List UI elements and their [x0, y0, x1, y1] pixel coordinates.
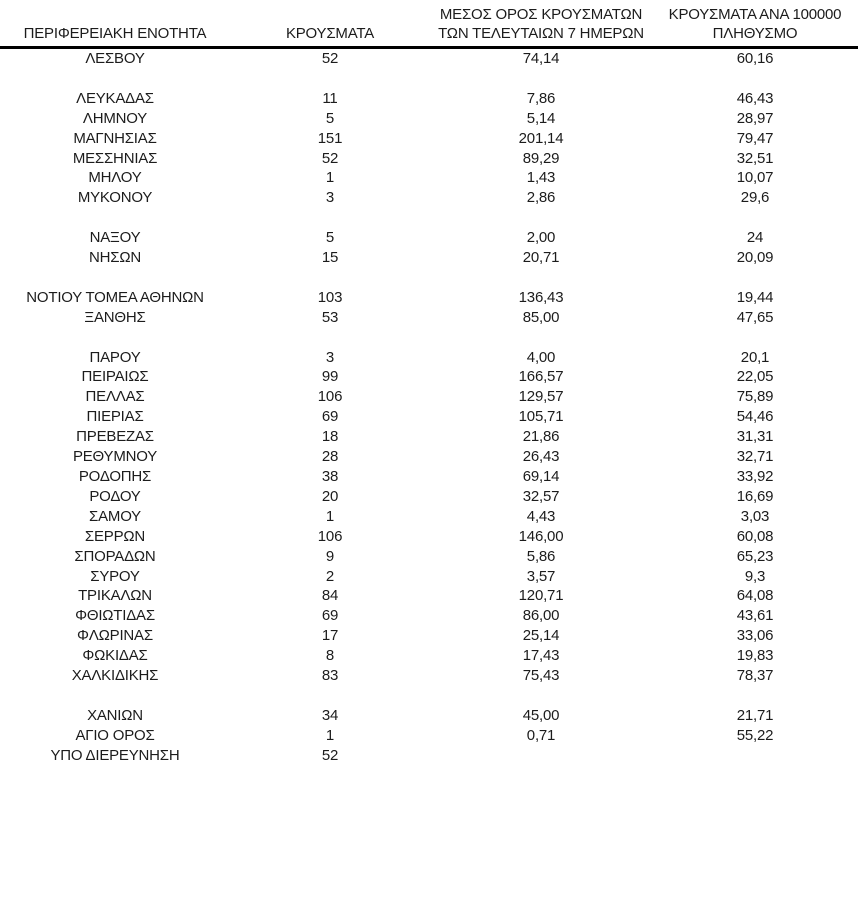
- table-row: [0, 507, 858, 527]
- cell-avg7days: 86,00: [522, 607, 560, 625]
- cell-per100k: 31,31: [736, 428, 774, 446]
- cell-per100k: 21,71: [736, 706, 774, 724]
- cell-cases: 8: [325, 647, 335, 665]
- cell-region: ΞΑΝΘΗΣ: [84, 308, 146, 326]
- cell-cases: 28: [321, 448, 339, 466]
- cell-region: ΡΟΔΟΠΗΣ: [78, 467, 152, 485]
- table-header: [0, 0, 858, 48]
- cell-per100k: 24: [746, 229, 764, 247]
- cell-avg7days: 20,71: [522, 249, 560, 267]
- table-row: [0, 646, 858, 666]
- table-row: [0, 527, 858, 547]
- cell-per100k: 9,3: [744, 567, 766, 585]
- table-row: [0, 407, 858, 427]
- cell-region: ΧΑΝΙΩΝ: [87, 706, 143, 724]
- table-body: [0, 48, 858, 766]
- cell-region: ΜΥΚΟΝΟΥ: [77, 189, 153, 207]
- cell-avg7days: 120,71: [518, 587, 564, 605]
- cell-region: ΜΑΓΝΗΣΙΑΣ: [73, 129, 157, 147]
- cell-region: ΠΡΕΒΕΖΑΣ: [76, 428, 154, 446]
- cell-cases: 69: [321, 408, 339, 426]
- table-row: [0, 89, 858, 109]
- cell-cases: 53: [321, 308, 339, 326]
- cell-per100k: 43,61: [736, 607, 774, 625]
- spacer-cell: [0, 69, 858, 89]
- cell-region: ΡΕΘΥΜΝΟΥ: [72, 448, 158, 466]
- cell-cases: 1: [325, 507, 335, 525]
- table-row: [0, 547, 858, 567]
- table-row: [0, 746, 858, 766]
- table-row: [0, 129, 858, 149]
- cell-avg7days: 2,86: [526, 189, 556, 207]
- cell-region: ΠΕΙΡΑΙΩΣ: [81, 368, 149, 386]
- cell-avg7days: 75,43: [522, 667, 560, 685]
- table-row: [0, 48, 858, 69]
- cell-avg7days: 129,57: [518, 388, 564, 406]
- cell-region: ΤΡΙΚΑΛΩΝ: [78, 587, 152, 605]
- table-row: [0, 367, 858, 387]
- table-row: [0, 626, 858, 646]
- cell-avg7days: 166,57: [518, 368, 564, 386]
- spacer-row: [0, 69, 858, 89]
- cell-per100k: 47,65: [736, 308, 774, 326]
- cell-cases: 1: [325, 726, 335, 744]
- cell-avg7days: 2,00: [526, 229, 556, 247]
- cell-cases: 5: [325, 109, 335, 127]
- col-header-avg7days: [430, 0, 652, 48]
- spacer-row: [0, 328, 858, 348]
- cell-per100k: 79,47: [736, 129, 774, 147]
- table-row: [0, 586, 858, 606]
- cell-per100k: 20,09: [736, 249, 774, 267]
- cell-avg7days: 32,57: [522, 487, 560, 505]
- spacer-cell: [0, 268, 858, 288]
- cell-region: ΛΗΜΝΟΥ: [82, 109, 148, 127]
- cell-per100k: 20,1: [740, 348, 770, 366]
- table-row: [0, 487, 858, 507]
- table-row: [0, 348, 858, 368]
- cell-per100k: 28,97: [736, 109, 774, 127]
- cell-region: ΦΘΙΩΤΙΔΑΣ: [75, 607, 155, 625]
- cell-region: ΛΕΣΒΟΥ: [85, 50, 145, 67]
- cell-per100k: 33,92: [736, 467, 774, 485]
- cell-region: ΥΠΟ ΔΙΕΡΕΥΝΗΣΗ: [50, 746, 180, 764]
- cell-cases: 17: [321, 627, 339, 645]
- cell-cases: 38: [321, 467, 339, 485]
- col-header-per100k: [652, 0, 858, 48]
- table-row: [0, 447, 858, 467]
- cell-per100k: 60,08: [736, 527, 774, 545]
- cell-per100k: 46,43: [736, 89, 774, 107]
- spacer-cell: [0, 686, 858, 706]
- cell-per100k: 32,71: [736, 448, 774, 466]
- cell-per100k: 33,06: [736, 627, 774, 645]
- cell-per100k: 32,51: [736, 149, 774, 167]
- cell-per100k: 29,6: [740, 189, 770, 207]
- spacer-cell: [0, 208, 858, 228]
- cell-per100k: 78,37: [736, 667, 774, 685]
- table-row: [0, 188, 858, 208]
- cell-per100k: [652, 746, 858, 766]
- cell-cases: 52: [321, 50, 339, 67]
- cell-avg7days: 17,43: [522, 647, 560, 665]
- cell-avg7days: 3,57: [526, 567, 556, 585]
- col-header-avg7days-line1: ΜΕΣΟΣ ΟΡΟΣ ΚΡΟΥΣΜΑΤΩΝ: [439, 6, 643, 23]
- cell-per100k: 64,08: [736, 587, 774, 605]
- col-header-avg7days-line2: ΤΩΝ ΤΕΛΕΥΤΑΙΩΝ 7 ΗΜΕΡΩΝ: [438, 25, 644, 42]
- col-header-cases-line2: ΚΡΟΥΣΜΑΤΑ: [285, 25, 375, 42]
- cell-avg7days: 5,86: [526, 547, 556, 565]
- cell-region: ΝΑΞΟΥ: [89, 229, 141, 247]
- cell-per100k: 16,69: [736, 487, 774, 505]
- cell-avg7days: 4,00: [526, 348, 556, 366]
- table-row: [0, 567, 858, 587]
- cell-cases: 18: [321, 428, 339, 446]
- cell-cases: 3: [325, 348, 335, 366]
- cell-per100k: 19,83: [736, 647, 774, 665]
- cell-avg7days: 5,14: [526, 109, 556, 127]
- cell-avg7days: 201,14: [518, 129, 564, 147]
- cell-cases: 52: [321, 149, 339, 167]
- cell-region: ΝΗΣΩΝ: [89, 249, 141, 267]
- table-row: [0, 109, 858, 129]
- cell-avg7days: 25,14: [522, 627, 560, 645]
- col-header-region-line2: ΠΕΡΙΦΕΡΕΙΑΚΗ ΕΝΟΤΗΤΑ: [23, 25, 207, 42]
- cell-region: ΣΥΡΟΥ: [90, 567, 140, 585]
- cell-region: ΠΕΛΛΑΣ: [85, 388, 145, 406]
- spacer-row: [0, 268, 858, 288]
- cell-cases: 34: [321, 706, 339, 724]
- spacer-row: [0, 208, 858, 228]
- cell-avg7days: [430, 746, 652, 766]
- cell-per100k: 22,05: [736, 368, 774, 386]
- col-header-per100k-line1: ΚΡΟΥΣΜΑΤΑ ΑΝΑ 100000: [668, 6, 842, 23]
- cell-cases: 5: [325, 229, 335, 247]
- cell-cases: 1: [325, 169, 335, 187]
- cell-avg7days: 21,86: [522, 428, 560, 446]
- table-row: [0, 228, 858, 248]
- spacer-cell: [0, 328, 858, 348]
- cell-per100k: 10,07: [736, 169, 774, 187]
- cell-region: ΠΑΡΟΥ: [89, 348, 141, 366]
- cell-cases: 151: [317, 129, 343, 147]
- table-row: [0, 666, 858, 686]
- cell-avg7days: 74,14: [522, 50, 560, 67]
- cell-avg7days: 146,00: [518, 527, 564, 545]
- cell-cases: 15: [321, 249, 339, 267]
- col-header-cases: [230, 0, 430, 48]
- col-header-per100k-line2: ΠΛΗΘΥΣΜΟ: [712, 25, 798, 42]
- cell-avg7days: 4,43: [526, 507, 556, 525]
- cell-cases: 2: [325, 567, 335, 585]
- table-row: [0, 726, 858, 746]
- cell-cases: 106: [317, 527, 343, 545]
- cell-per100k: 19,44: [736, 288, 774, 306]
- cell-per100k: 65,23: [736, 547, 774, 565]
- cell-region: ΜΕΣΣΗΝΙΑΣ: [72, 149, 158, 167]
- cell-region: ΠΙΕΡΙΑΣ: [86, 408, 144, 426]
- cell-avg7days: 45,00: [522, 706, 560, 724]
- table-row: [0, 288, 858, 308]
- cell-per100k: 55,22: [736, 726, 774, 744]
- table-row: [0, 387, 858, 407]
- cell-region: ΦΛΩΡΙΝΑΣ: [77, 627, 153, 645]
- table-row: [0, 149, 858, 169]
- cell-region: ΣΠΟΡΑΔΩΝ: [74, 547, 156, 565]
- cell-avg7days: 26,43: [522, 448, 560, 466]
- cell-per100k: 54,46: [736, 408, 774, 426]
- cell-region: ΦΩΚΙΔΑΣ: [82, 647, 148, 665]
- cell-region: ΑΓΙΟ ΟΡΟΣ: [75, 726, 155, 744]
- table-row: [0, 308, 858, 328]
- cell-cases: 103: [317, 288, 343, 306]
- cell-cases: 3: [325, 189, 335, 207]
- cell-per100k: 60,16: [736, 50, 774, 67]
- cell-cases: 83: [321, 667, 339, 685]
- cell-region: ΝΟΤΙΟΥ ΤΟΜΕΑ ΑΘΗΝΩΝ: [26, 288, 204, 306]
- table-row: [0, 467, 858, 487]
- cell-region: ΡΟΔΟΥ: [89, 487, 141, 505]
- cell-avg7days: 69,14: [522, 467, 560, 485]
- cell-cases: 106: [317, 388, 343, 406]
- table-row: [0, 168, 858, 188]
- table-row: [0, 706, 858, 726]
- header-row: [0, 0, 858, 48]
- col-header-region: [0, 0, 230, 48]
- table-row: [0, 606, 858, 626]
- cell-cases: 11: [322, 89, 338, 107]
- cell-cases: 9: [325, 547, 335, 565]
- cell-region: ΜΗΛΟΥ: [88, 169, 142, 187]
- cell-per100k: 3,03: [740, 507, 770, 525]
- cell-avg7days: 136,43: [518, 288, 564, 306]
- cell-region: ΣΑΜΟΥ: [89, 507, 141, 525]
- table-row: [0, 248, 858, 268]
- table-row: [0, 427, 858, 447]
- cell-cases: 20: [321, 487, 339, 505]
- cell-cases: 52: [321, 746, 339, 764]
- cell-avg7days: 1,43: [526, 169, 556, 187]
- cell-cases: 69: [321, 607, 339, 625]
- cell-region: ΛΕΥΚΑΔΑΣ: [76, 89, 154, 107]
- spacer-row: [0, 686, 858, 706]
- cell-region: ΣΕΡΡΩΝ: [84, 527, 146, 545]
- cell-cases: 99: [321, 368, 339, 386]
- cell-avg7days: 0,71: [526, 726, 556, 744]
- cell-per100k: 75,89: [736, 388, 774, 406]
- cell-region: ΧΑΛΚΙΔΙΚΗΣ: [71, 667, 159, 685]
- cell-avg7days: 105,71: [518, 408, 564, 426]
- cell-avg7days: 7,86: [526, 89, 556, 107]
- cell-avg7days: 89,29: [522, 149, 560, 167]
- cell-avg7days: 85,00: [522, 308, 560, 326]
- cell-cases: 84: [321, 587, 339, 605]
